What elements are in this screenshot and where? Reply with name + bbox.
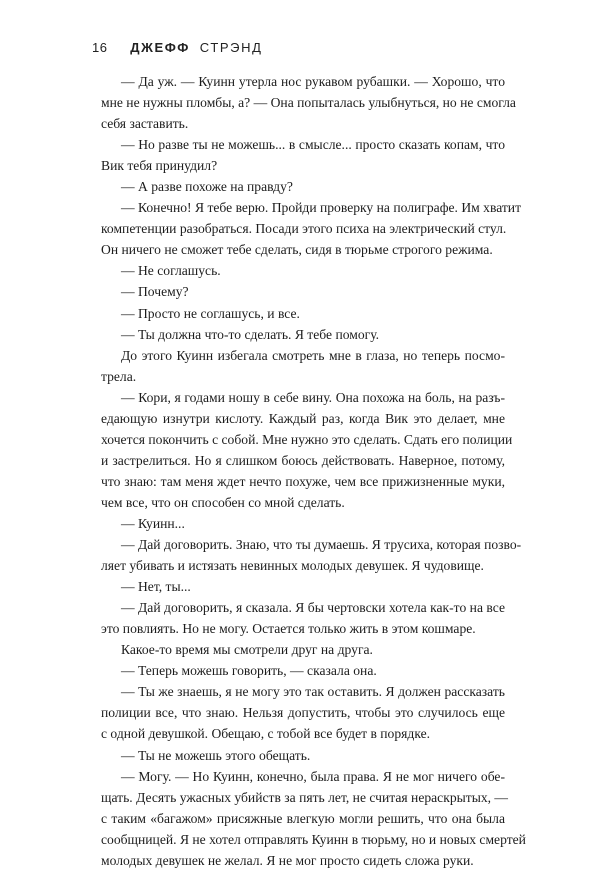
text-line: — А разве похоже на правду? [121, 179, 293, 195]
page-number: 16 [92, 40, 108, 55]
text-line: — Конечно! Я тебе верю. Пройди проверку на полиграфе. Им хватит [121, 200, 522, 216]
text-line: — Кори, я годами ношу в себе вину. Она похожа на боль, на разъ- [121, 389, 505, 405]
text-line: До этого Куинн избегала смотреть мне в глаза, но теперь посмо- [121, 347, 505, 363]
text-line: — Не соглашусь. [121, 263, 221, 279]
text-line: полиции все, что знаю. Нельзя допустить, чтобы это случилось еще [101, 705, 505, 721]
text-line: — Куинн... [121, 515, 185, 531]
text-line: — Просто не соглашусь, и все. [121, 305, 300, 321]
text-line: это повлиять. Но не могу. Остается только жить в этом кошмаре. [101, 621, 476, 637]
text-line: — Могу. — Но Куинн, конечно, была права. Я не мог ничего обе- [121, 768, 505, 784]
text-line: — Да уж. — Куинн утерла нос рукавом рубашки. — Хорошо, что [121, 74, 505, 89]
text-line: едающую изнутри кислоту. Каждый раз, когда Вик это делает, мне [101, 410, 505, 426]
text-line: с одной девушкой. Обещаю, с тобой все будет в порядке. [101, 726, 431, 742]
body-text [101, 71, 526, 871]
text-line: трела. [101, 368, 137, 384]
text-line: с таким «багажом» присяжные влегкую могли решить, что она была [101, 810, 505, 826]
text-line: мне не нужны пломбы, а? — Она попыталась улыбнуться, но не смогла [101, 95, 516, 111]
text-line: Он ничего не сможет тебе сделать, сидя в тюрьме строгого режима. [101, 242, 493, 258]
text-line: — Теперь можешь говорить, — сказала она. [121, 663, 377, 679]
text-line: чем все, что он способен со мной сделать. [101, 494, 345, 510]
text-line: — Нет, ты... [121, 579, 191, 595]
text-line: — Дай договорить. Знаю, что ты думаешь. Я трусиха, которая позво- [121, 537, 522, 553]
text-line: себя заставить. [101, 116, 189, 132]
text-line: молодых девушек не желал. Я не мог просто сидеть сложа руки. [101, 852, 474, 868]
text-line: что знаю: там меня ждет нечто похуже, чем все прижизненные муки, [101, 473, 505, 489]
text-line: Вик тебя принудил? [101, 158, 218, 174]
text-line: — Почему? [121, 284, 189, 300]
author-first-name: ДЖЕФФ [130, 40, 190, 55]
text-line: хочется покончить с собой. Мне нужно это сделать. Сдать его полиции [101, 431, 513, 447]
text-line: и застрелиться. Но я слишком боюсь действовать. Наверное, потому, [101, 452, 505, 468]
text-line: — Ты должна что-то сделать. Я тебе помогу. [121, 326, 380, 342]
text-line: — Но разве ты не можешь... в смысле... просто сказать копам, что [121, 137, 505, 153]
text-line: — Дай договорить, я сказала. Я бы чертовски хотела как-то на все [121, 600, 505, 616]
text-line: щать. Десять ужасных убийств за пять лет, не считая нераскрытых, — [101, 789, 509, 805]
text-line: Какое-то время мы смотрели друг на друга. [121, 642, 373, 658]
text-line: — Ты же знаешь, я не могу это так оставить. Я должен рассказать [121, 684, 505, 700]
text-line: сообщницей. Я не хотел отправлять Куинн в тюрьму, но и новых смертей [101, 831, 526, 847]
author-last-name: СТРЭНД [199, 40, 263, 55]
text-line: компетенции разобраться. Посади этого психа на электрический стул. [101, 221, 507, 237]
text-line: — Ты не можешь этого обещать. [121, 747, 311, 763]
text-line: ляет убивать и истязать невинных молодых девушек. Я чудовище. [101, 558, 484, 574]
running-header [92, 40, 263, 55]
